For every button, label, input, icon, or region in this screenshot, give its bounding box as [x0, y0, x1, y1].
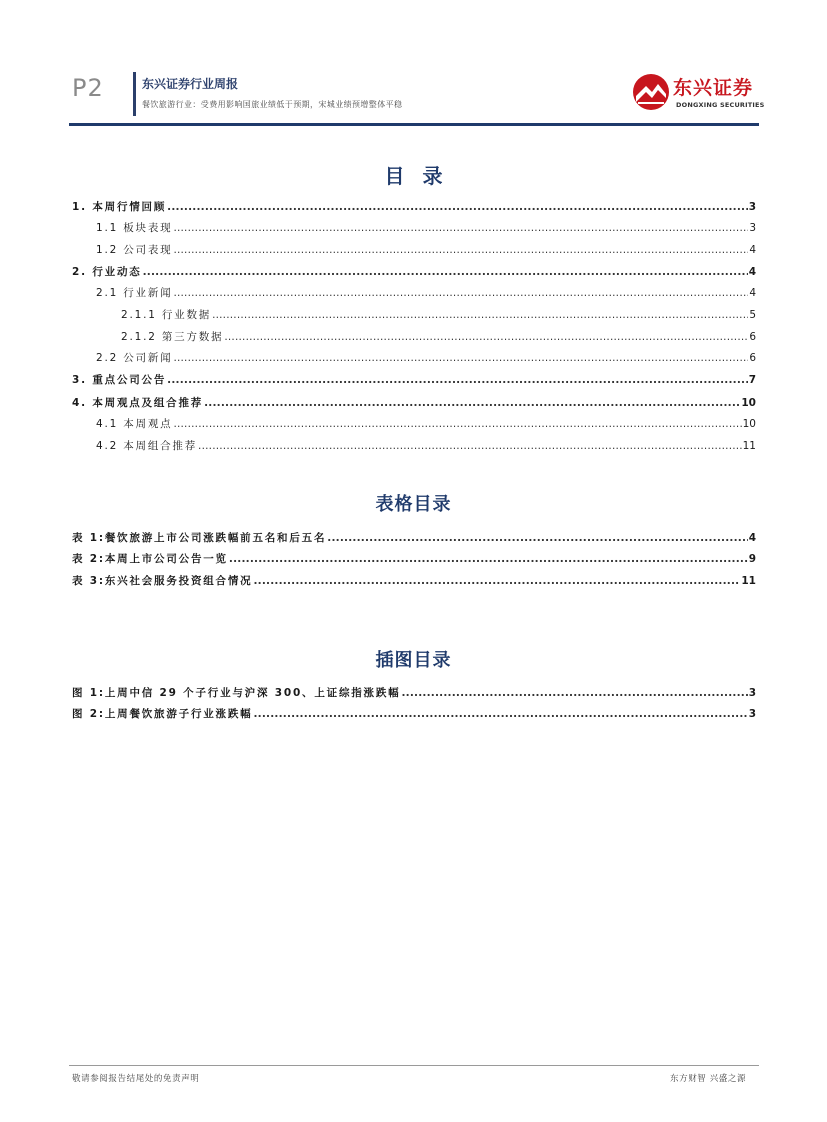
header-divider	[133, 72, 136, 116]
figure-entry[interactable]: 图 2:上周餐饮旅游子行业涨跌幅 ..... 3	[72, 706, 756, 722]
toc-entry[interactable]: 4.2 本周组合推荐 ..... 11	[96, 438, 756, 454]
toc-entry[interactable]: 4. 本周观点及组合推荐 ..... 10	[72, 395, 756, 411]
footer-rule	[69, 1065, 759, 1066]
figures-title: 插图目录	[375, 650, 452, 671]
page-number: P2	[72, 74, 104, 102]
footer-disclaimer: 敬请参阅报告结尾处的免责声明	[72, 1074, 200, 1084]
logo-english: DONGXING SECURITIES	[676, 101, 765, 109]
toc-entry[interactable]: 1.2 公司表现 ..... 4	[96, 242, 756, 258]
table-entry[interactable]: 表 2:本周上市公司公告一览 ..... 9	[72, 551, 756, 567]
report-title: 东兴证券行业周报	[142, 77, 239, 91]
header-rule	[69, 123, 759, 126]
toc-entry[interactable]: 2. 行业动态 ..... 4	[72, 264, 756, 280]
toc-entry[interactable]: 1.1 板块表现 ..... 3	[96, 220, 756, 236]
table-entry[interactable]: 表 3:东兴社会服务投资组合情况 ..... 11	[72, 573, 756, 589]
figure-entry[interactable]: 图 1:上周中信 29 个子行业与沪深 300、上证综指涨跌幅 ..... 3	[72, 685, 756, 701]
report-subtitle: 餐饮旅游行业：受费用影响国旅业绩低于预期，宋城业绩预增整体平稳	[142, 100, 403, 109]
toc-entry[interactable]: 2.1 行业新闻 ..... 4	[96, 285, 756, 301]
toc-entry[interactable]: 2.1.2 第三方数据 ..... 6	[121, 329, 756, 345]
logo-chinese: 东兴证券	[673, 77, 754, 99]
dongxing-logo-icon	[630, 72, 672, 112]
toc-entry[interactable]: 1. 本周行情回顾 ..... 3	[72, 199, 756, 215]
toc-title: 目录	[384, 164, 461, 188]
tables-title: 表格目录	[375, 494, 452, 515]
table-entry[interactable]: 表 1:餐饮旅游上市公司涨跌幅前五名和后五名 ..... 4	[72, 530, 756, 546]
footer-slogan: 东方财智 兴盛之源	[670, 1074, 747, 1084]
toc-entry[interactable]: 2.1.1 行业数据 ..... 5	[121, 307, 756, 323]
toc-entry[interactable]: 4.1 本周观点 ..... 10	[96, 416, 756, 432]
toc-entry[interactable]: 2.2 公司新闻 ..... 6	[96, 350, 756, 366]
toc-entry[interactable]: 3. 重点公司公告 ..... 7	[72, 372, 756, 388]
